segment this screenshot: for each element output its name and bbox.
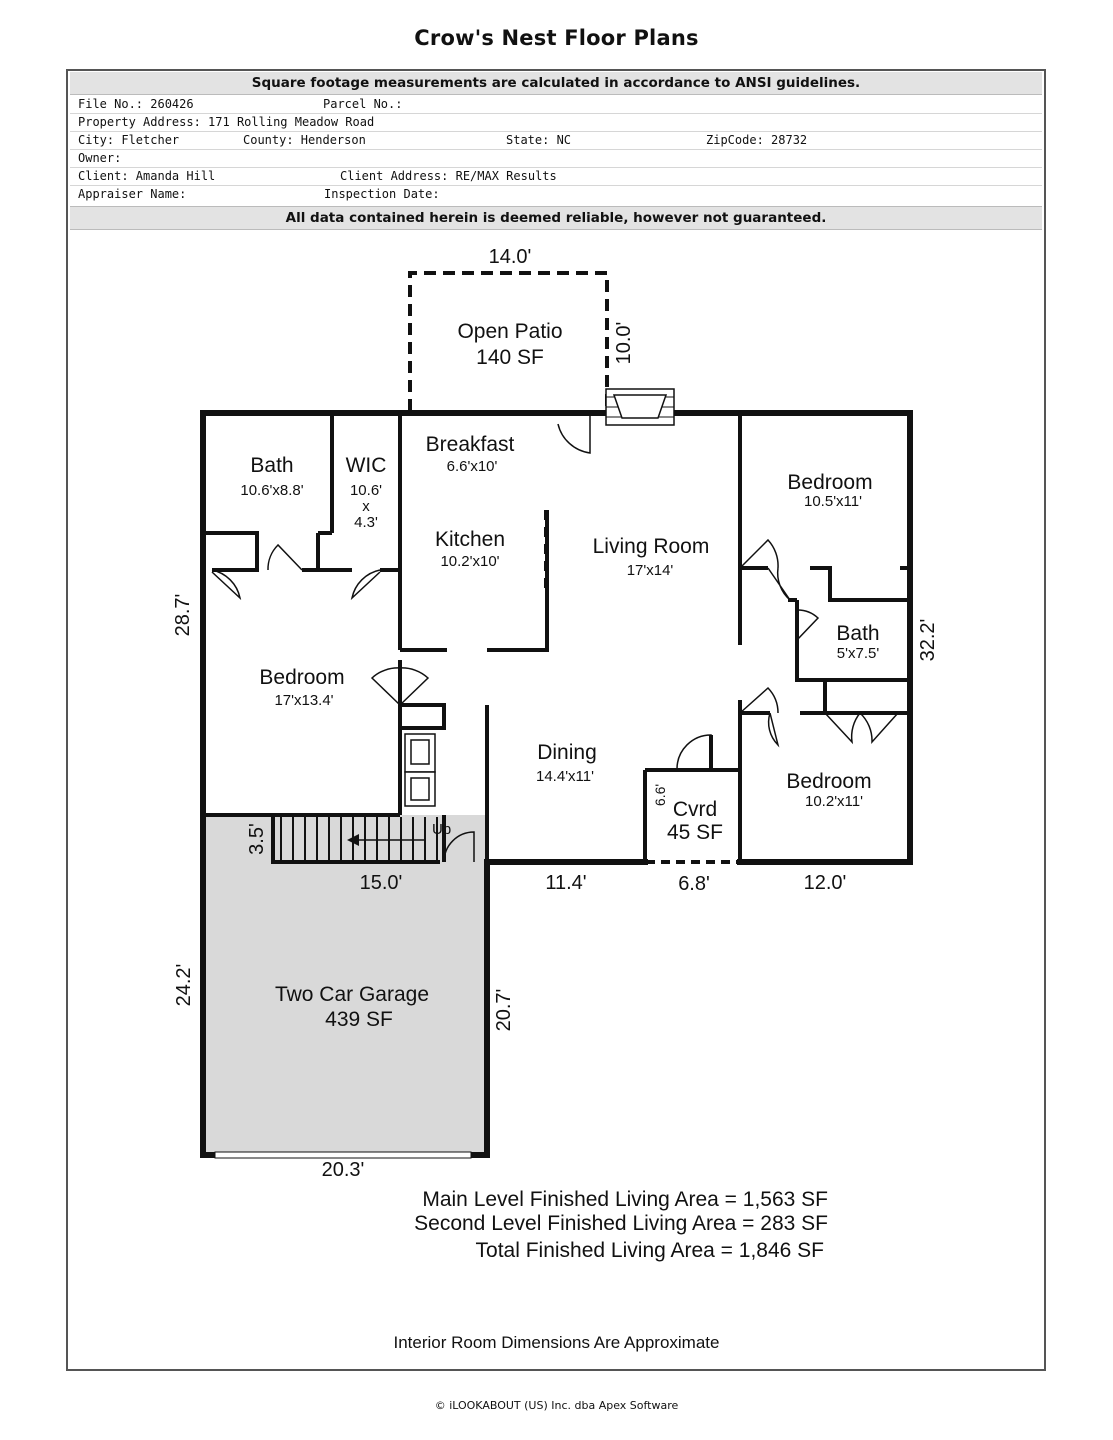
- page-title: Crow's Nest Floor Plans: [414, 26, 699, 50]
- garage-area: 439 SF: [325, 1008, 393, 1031]
- fireplace: [606, 389, 674, 425]
- disclaimer-banner: All data contained herein is deemed reliable, however not guaranteed.: [70, 206, 1042, 230]
- total-area: Total Finished Living Area = 1,846 SF: [475, 1239, 824, 1262]
- county: County: Henderson: [243, 133, 366, 147]
- parcel-no: Parcel No.:: [323, 97, 403, 111]
- state: State: NC: [506, 133, 572, 147]
- approximate-dimensions-note: Interior Room Dimensions Are Approximate: [393, 1333, 720, 1352]
- appraiser-name: Appraiser Name:: [78, 187, 187, 201]
- washer-dryer: [405, 734, 435, 806]
- bedroom-master-dims: 17'x13.4': [274, 692, 334, 709]
- ansi-banner: Square footage measurements are calculated in accordance to ANSI guidelines.: [70, 72, 1042, 95]
- zip-code: ZipCode: 28732: [706, 133, 808, 147]
- dim-bottom-15: 15.0': [359, 872, 403, 894]
- wic-name: WIC: [345, 454, 387, 477]
- bedroom-se-dims: 10.2'x11': [805, 793, 863, 810]
- dim-stair-depth: 3.5': [246, 823, 268, 855]
- wic-dims-2: x: [362, 498, 370, 515]
- dim-bottom-12: 12.0': [803, 872, 847, 894]
- stairs-up-label: Up: [432, 821, 452, 838]
- bath-2-name: Bath: [836, 622, 880, 645]
- breakfast-name: Breakfast: [425, 433, 515, 456]
- inspection-date: Inspection Date:: [324, 187, 440, 201]
- dim-bottom-6-8: 6.8': [678, 873, 710, 895]
- bath-1-name: Bath: [250, 454, 294, 477]
- city: City: Fletcher: [78, 133, 180, 147]
- bath-1-dims: 10.6'x8.8': [240, 482, 304, 499]
- dim-patio-top: 14.0': [488, 246, 532, 268]
- second-level-area: Second Level Finished Living Area = 283 SF: [414, 1212, 828, 1235]
- main-level-area: Main Level Finished Living Area = 1,563 SF: [422, 1188, 828, 1211]
- dim-garage-left: 24.2': [173, 963, 195, 1007]
- bath-2-dims: 5'x7.5': [836, 645, 880, 662]
- open-patio-name: Open Patio: [457, 320, 563, 343]
- dim-garage-bottom: 20.3': [321, 1159, 365, 1181]
- open-patio-area: 140 SF: [476, 346, 544, 369]
- dim-bottom-11-4: 11.4': [545, 872, 587, 894]
- dining-name: Dining: [537, 741, 597, 764]
- client: Client: Amanda Hill: [78, 169, 216, 183]
- dim-left-upper: 28.7': [172, 593, 194, 637]
- covered-name: Cvrd: [672, 798, 718, 821]
- dim-right: 32.2': [917, 618, 939, 662]
- living-room-name: Living Room: [592, 535, 710, 558]
- garage-name: Two Car Garage: [274, 983, 430, 1006]
- client-address: Client Address: RE/MAX Results: [340, 169, 557, 183]
- bedroom-se-name: Bedroom: [786, 770, 872, 793]
- living-room-dims: 17'x14': [626, 562, 674, 579]
- dining-dims: 14.4'x11': [536, 768, 594, 785]
- covered-area: 45 SF: [666, 821, 724, 844]
- area-summary: [414, 1188, 828, 1262]
- bedroom-master-name: Bedroom: [259, 666, 345, 689]
- dim-garage-right: 20.7': [493, 988, 515, 1032]
- file-no: File No.: 260426: [78, 97, 194, 111]
- covered-dim: 6.6': [652, 783, 668, 807]
- owner: Owner:: [78, 151, 122, 165]
- garage-door: [215, 1152, 471, 1158]
- property-address: Property Address: 171 Rolling Meadow Road: [78, 115, 375, 129]
- wic-dims-3: 4.3': [354, 514, 378, 531]
- dim-patio-side: 10.0': [613, 321, 635, 365]
- kitchen-dims: 10.2'x10': [440, 553, 500, 570]
- bedroom-ne-dims: 10.5'x11': [804, 493, 862, 510]
- bedroom-ne-name: Bedroom: [787, 471, 873, 494]
- kitchen-name: Kitchen: [434, 528, 506, 551]
- copyright: © iLOOKABOUT (US) Inc. dba Apex Software: [434, 1399, 679, 1412]
- breakfast-dims: 6.6'x10': [446, 458, 498, 475]
- wic-dims-1: 10.6': [349, 482, 383, 499]
